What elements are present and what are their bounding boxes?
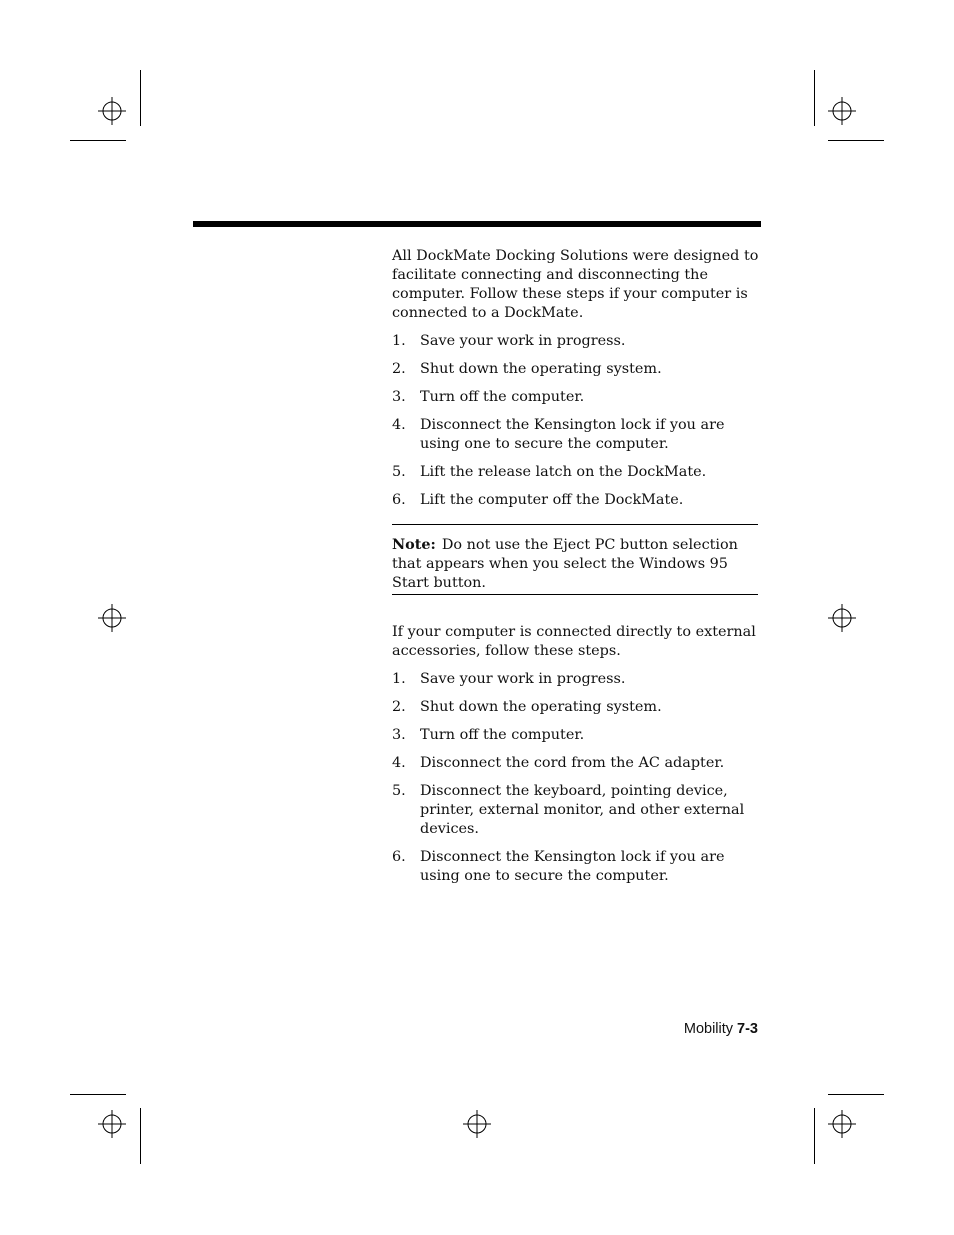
dockmate-steps-list	[392, 332, 760, 510]
step-number: 5.	[392, 783, 406, 799]
step-text: Shut down the operating system.	[420, 361, 662, 377]
step-text: Shut down the operating system.	[420, 699, 662, 715]
registration-target-icon	[98, 1110, 126, 1138]
step-text: Disconnect the cord from the AC adapter.	[420, 755, 725, 771]
step-number: 2.	[392, 361, 406, 377]
step-text: Save your work in progress.	[420, 333, 626, 349]
step-text: Disconnect the Kensington lock if you are using one to secure the computer.	[420, 849, 725, 884]
step-number: 6.	[392, 849, 406, 865]
section-direct-connection	[392, 623, 760, 886]
list-item	[392, 360, 760, 379]
page-number: 7-3	[737, 1021, 758, 1037]
list-item	[392, 726, 760, 745]
crop-mark-top-right-h	[828, 140, 884, 141]
registration-target-icon	[98, 97, 126, 125]
step-text: Disconnect the Kensington lock if you are using one to secure the computer.	[420, 417, 725, 452]
note-box	[392, 524, 758, 595]
crop-mark-bottom-left-h	[70, 1094, 126, 1095]
crop-mark-bottom-left-v	[140, 1108, 141, 1164]
crop-mark-bottom-right-h	[828, 1094, 884, 1095]
step-number: 3.	[392, 389, 406, 405]
step-text: Lift the release latch on the DockMate.	[420, 464, 707, 480]
step-number: 4.	[392, 417, 406, 433]
step-number: 1.	[392, 671, 406, 687]
section-dockmate-intro: All DockMate Docking Solutions were designed to facilitate connecting and disconnecting the computer. Follow these steps if your computer is connected to a DockMate.	[392, 248, 759, 321]
list-item	[392, 698, 760, 717]
note-label: Note:	[392, 536, 436, 553]
crop-mark-top-right-v	[814, 70, 815, 126]
step-text: Turn off the computer.	[420, 389, 585, 405]
list-item	[392, 463, 760, 482]
registration-target-icon	[828, 1110, 856, 1138]
list-item	[392, 491, 760, 510]
registration-target-icon	[98, 604, 126, 632]
list-item	[392, 848, 760, 886]
section-direct-intro: If your computer is connected directly to external accessories, follow these steps.	[392, 624, 756, 659]
step-text: Save your work in progress.	[420, 671, 626, 687]
registration-target-icon	[828, 604, 856, 632]
list-item	[392, 670, 760, 689]
step-number: 6.	[392, 492, 406, 508]
step-number: 4.	[392, 755, 406, 771]
note-text: Do not use the Eject PC button selection that appears when you select the Windows 95 Start button.	[392, 537, 738, 591]
step-number: 2.	[392, 699, 406, 715]
step-number: 5.	[392, 464, 406, 480]
step-number: 3.	[392, 727, 406, 743]
step-text: Lift the computer off the DockMate.	[420, 492, 684, 508]
footer-section-label: Mobility	[683, 1021, 734, 1037]
direct-steps-list	[392, 670, 760, 886]
list-item	[392, 388, 760, 407]
step-text: Turn off the computer.	[420, 727, 585, 743]
list-item	[392, 782, 760, 839]
step-text: Disconnect the keyboard, pointing device, printer, external monitor, and other external devices.	[420, 783, 745, 837]
registration-target-icon	[828, 97, 856, 125]
page-footer	[684, 1021, 758, 1037]
step-number: 1.	[392, 333, 406, 349]
crop-mark-bottom-right-v	[814, 1108, 815, 1164]
section-dockmate	[392, 247, 760, 510]
crop-mark-top-left-h	[70, 140, 126, 141]
registration-target-icon	[463, 1110, 491, 1138]
list-item	[392, 416, 760, 454]
header-rule	[193, 221, 761, 227]
list-item	[392, 332, 760, 351]
list-item	[392, 754, 760, 773]
crop-mark-top-left-v	[140, 70, 141, 126]
